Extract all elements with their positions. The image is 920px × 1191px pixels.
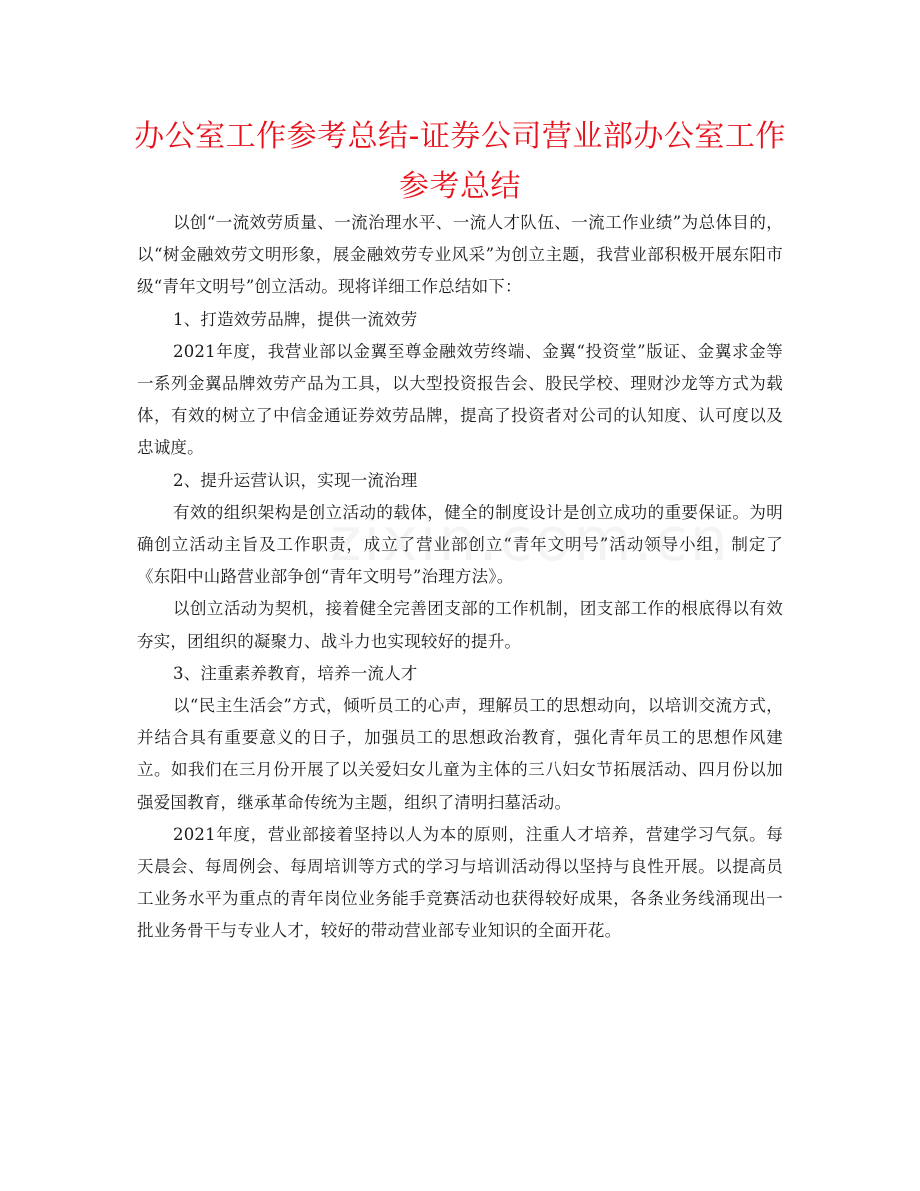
paragraph-talent: 2021年度，营业部接着坚持以人为本的原则，注重人才培养，营建学习气氛。每天晨会、每周例会、每周培训等方式的学习与培训活动得以坚持与良性开展。以提高员工业务水平为重点的青年岗位业务能手竞赛活动也获得较好成果，各条业务线涌现出一批业务骨干与专业人才，较好的带动营业部专业知识的全面开花。 <box>137 824 783 941</box>
document-body <box>137 207 783 948</box>
paragraph-education: 以“民主生活会”方式，倾听员工的心声，理解员工的思想动向，以培训交流方式，并结合具有重要意义的日子，加强员工的思想政治教育，强化青年员工的思想作风建立。如我们在三月份开展了以关爱妇女儿童为主体的三八妇女节拓展活动、四月份以加强爱国教育，继承革命传统为主题，组织了清明扫墓活动。 <box>137 696 783 812</box>
paragraph-intro: 以创“一流效劳质量、一流治理水平、一流人才队伍、一流工作业绩”为总体目的，以“树金融效劳文明形象，展金融效劳专业风采”为创立主题，我营业部积极开展东阳市级“青年文明号”创立活动。现将详细工作总结如下： <box>137 213 783 297</box>
paragraph-organization: 有效的组织架构是创立活动的载体，健全的制度设计是创立成功的重要保证。为明确创立活动主旨及工作职责，成立了营业部创立“青年文明号”活动领导小组，制定了《东阳中山路营业部争创“青年文明号”治理方法》。 <box>137 502 783 587</box>
paragraph-league-branch: 以创立活动为契机，接着健全完善团支部的工作机制，团支部工作的根底得以有效夯实，团组织的凝聚力、战斗力也实现较好的提升。 <box>137 599 783 651</box>
section-heading-1: 1、打造效劳品牌，提供一流效劳 <box>173 309 418 329</box>
paragraph-brand: 2021年度，我营业部以金翼至尊金融效劳终端、金翼“投资堂”版证、金翼求金等一系列金翼品牌效劳产品为工具，以大型投资报告会、股民学校、理财沙龙等方式为载体，有效的树立了中信金通证券效劳品牌，提高了投资者对公司的认知度、认可度以及忠诚度。 <box>137 341 783 458</box>
section-heading-3: 3、注重素养教育，培养一流人才 <box>173 663 418 683</box>
document-title: 办公室工作参考总结-证券公司营业部办公室工作参考总结 <box>134 119 786 204</box>
section-heading-2: 2、提升运营认识，实现一流治理 <box>173 470 418 490</box>
